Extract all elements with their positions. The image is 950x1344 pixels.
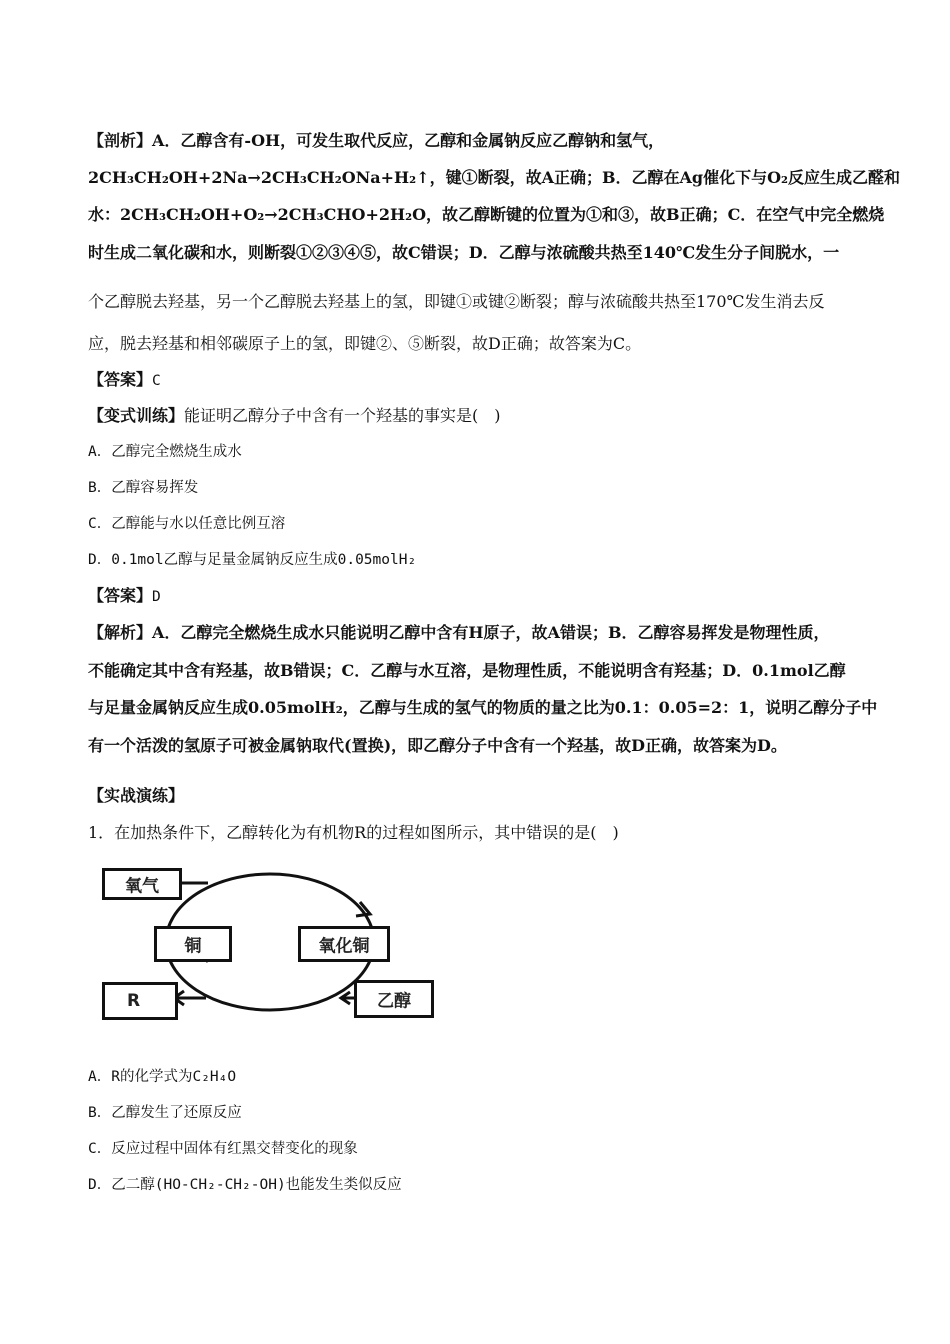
analysis-line-6: 应，脱去羟基和相邻碳原子上的氢，即键②、⑤断裂，故D正确；故答案为C。 <box>88 334 642 353</box>
reaction-cycle-diagram <box>98 858 438 1023</box>
answer-line-1 <box>88 370 161 391</box>
box-oxygen-label: 氧气 <box>125 876 159 897</box>
explanation-line-3: 与足量金属钠反应生成0.05molH₂，乙醇与生成的氢气的物质的量之比为0.1：0.05=2：1，说明乙醇分子中 <box>88 698 878 717</box>
practice-option-b: B．乙醇发生了还原反应 <box>88 1105 242 1121</box>
box-oxygen <box>102 868 182 900</box>
box-copper-oxide-label: 氧化铜 <box>318 936 370 957</box>
answer-value: D <box>152 589 161 605</box>
answer-heading: 【答案】 <box>88 370 153 389</box>
practice-heading: 【实战演练】 <box>88 786 185 805</box>
explanation-line-4: 有一个活泼的氢原子可被金属钠取代(置换)，即乙醇分子中含有一个羟基，故D正确，故答案为D。 <box>88 736 787 755</box>
variant-heading: 【变式训练】 <box>88 406 185 425</box>
explanation-line-1: 【解析】A．乙醇完全燃烧生成水只能说明乙醇中含有H原子，故A错误；B．乙醇容易挥发是物理性质， <box>88 623 830 642</box>
variant-option-a: A．乙醇完全燃烧生成水 <box>88 444 242 460</box>
variant-question: 能证明乙醇分子中含有一个羟基的事实是( ) <box>184 406 501 425</box>
analysis-line-1: 【剖析】A．乙醇含有-OH，可发生取代反应，乙醇和金属钠反应乙醇钠和氢气， <box>88 131 665 150</box>
analysis-line-2: 2CH₃CH₂OH+2Na→2CH₃CH₂ONa+H₂↑，键①断裂，故A正确；B．乙醇在Ag催化下与O₂反应生成乙醛和 <box>88 168 901 187</box>
box-r-label: R <box>127 991 141 1011</box>
practice-option-c: C．反应过程中固体有红黑交替变化的现象 <box>88 1141 358 1157</box>
answer-heading: 【答案】 <box>88 586 153 605</box>
explanation-line-2: 不能确定其中含有羟基，故B错误；C．乙醇与水互溶，是物理性质，不能说明含有羟基；D．0.1mol乙醇 <box>88 661 846 680</box>
box-ethanol <box>354 980 434 1018</box>
box-r <box>102 982 178 1020</box>
practice-option-a: A．R的化学式为C₂H₄O <box>88 1069 237 1085</box>
box-copper-label: 铜 <box>184 936 202 957</box>
analysis-heading: 【剖析】 <box>88 131 153 150</box>
variant-option-b: B．乙醇容易挥发 <box>88 480 199 496</box>
analysis-line-4: 时生成二氧化碳和水，则断裂①②③④⑤，故C错误；D．乙醇与浓硫酸共热至140℃发生分子间脱水，一 <box>88 243 840 262</box>
variant-option-c: C．乙醇能与水以任意比例互溶 <box>88 516 286 532</box>
practice-option-d: D．乙二醇(HO-CH₂-CH₂-OH)也能发生类似反应 <box>88 1177 402 1193</box>
variant-question-line <box>88 406 501 426</box>
box-ethanol-label: 乙醇 <box>377 991 411 1012</box>
box-copper <box>154 926 232 962</box>
practice-question: 1．在加热条件下，乙醇转化为有机物R的过程如图所示，其中错误的是( ) <box>88 823 619 842</box>
answer-line-2 <box>88 586 161 607</box>
analysis-line-5: 个乙醇脱去羟基，另一个乙醇脱去羟基上的氢，即键①或键②断裂；醇与浓硫酸共热至170℃发生消去反 <box>88 292 825 311</box>
variant-option-d: D．0.1mol乙醇与足量金属钠反应生成0.05molH₂ <box>88 552 417 568</box>
explanation-heading: 【解析】 <box>88 623 153 642</box>
answer-value: C <box>152 373 161 389</box>
box-copper-oxide <box>298 926 390 962</box>
analysis-line-3: 水：2CH₃CH₂OH+O₂→2CH₃CHO+2H₂O，故乙醇断键的位置为①和③，故B正确；C．在空气中完全燃烧 <box>88 205 885 224</box>
